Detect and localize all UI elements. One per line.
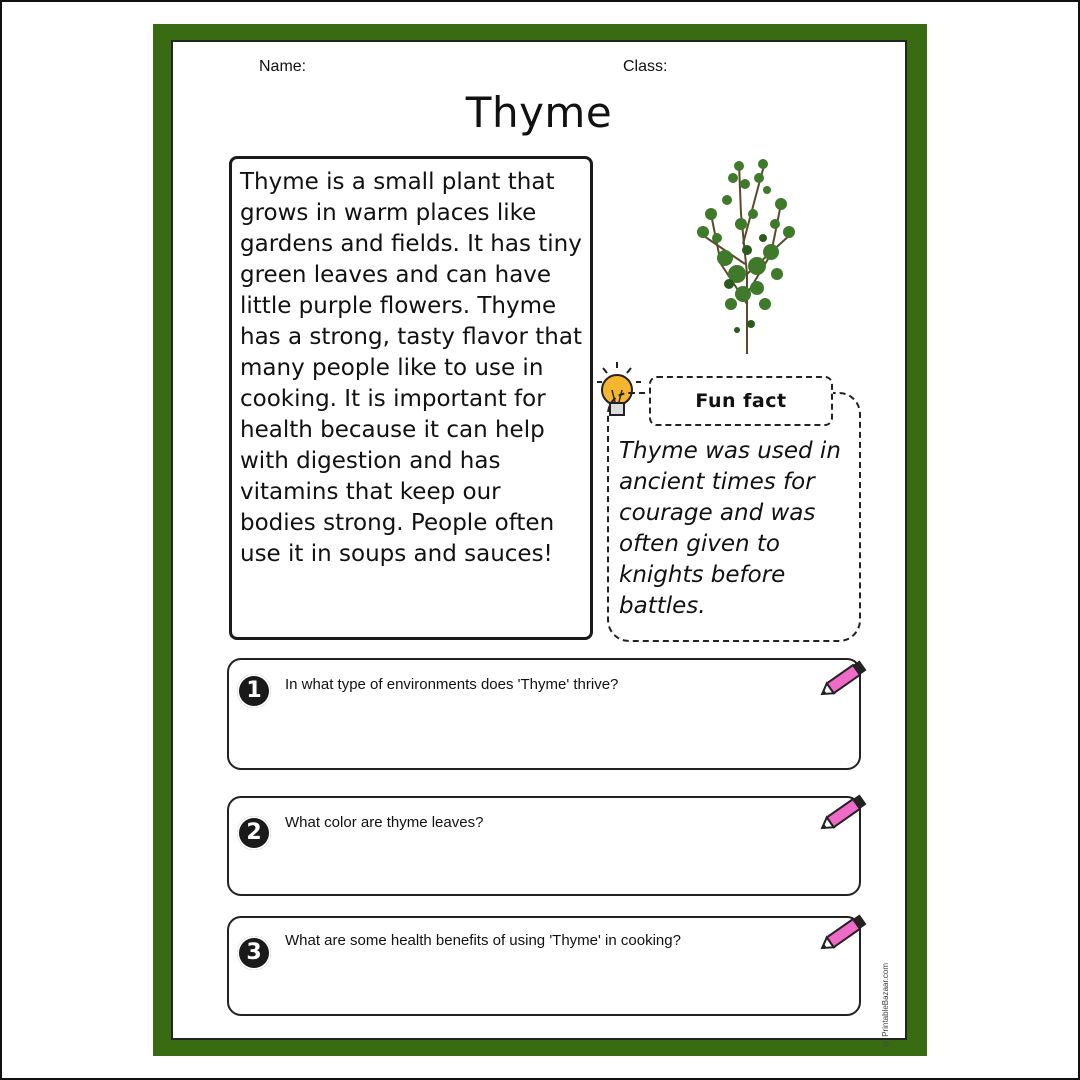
- page-title: Thyme: [465, 88, 613, 137]
- question-3-text: What are some health benefits of using 'Thyme' in cooking?: [285, 932, 681, 949]
- question-2-answer-box[interactable]: [227, 796, 861, 896]
- worksheet-page: [171, 40, 907, 1048]
- reading-passage: Thyme is a small plant that grows in warm places like gardens and fields. It has tiny green leaves and can have little purple flowers. Thyme has a strong, tasty flavor that many people like to use in cooking. It is important for health because it can help with digestion and has vitamins that keep our bodies strong. People often use it in soups and sauces!: [229, 156, 593, 640]
- question-3-answer-box[interactable]: [227, 916, 861, 1016]
- question-1-number: 1: [237, 674, 271, 708]
- question-1-answer-box[interactable]: [227, 658, 861, 770]
- class-label: Class:: [623, 58, 668, 75]
- question-3-number: 3: [237, 936, 271, 970]
- pencil-icon: [817, 908, 873, 956]
- name-label: Name:: [259, 58, 307, 75]
- fun-fact-text: Thyme was used in ancient times for courage and was often given to knights before battles.: [619, 438, 841, 619]
- question-1-text: In what type of environments does 'Thyme' thrive?: [285, 676, 619, 693]
- question-2-text: What color are thyme leaves?: [285, 814, 484, 831]
- credit-text: © PrintableBazaar.com: [881, 962, 890, 1048]
- question-2-number: 2: [237, 816, 271, 850]
- fun-fact-title: Fun fact: [649, 376, 833, 426]
- thyme-plant-illustration: [681, 154, 811, 354]
- pencil-icon: [817, 788, 873, 836]
- pencil-icon: [817, 654, 873, 702]
